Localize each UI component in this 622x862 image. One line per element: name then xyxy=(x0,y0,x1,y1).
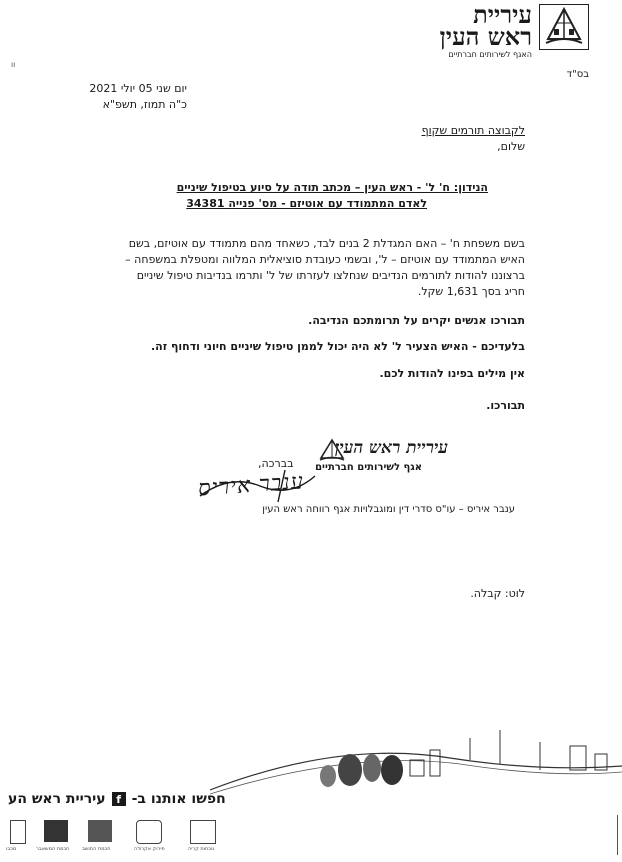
cityscape-illustration xyxy=(210,720,622,800)
footer-org-name: עיריית ראש הע xyxy=(8,791,106,807)
footer-icon-5[interactable] xyxy=(10,820,26,844)
footer-icon-label-4: חכמת המשאבר xyxy=(36,846,70,852)
footer-icon-label-3: חכמת התושב xyxy=(82,846,111,852)
attachment-note: לוט: קבלה. xyxy=(470,587,525,600)
subject-line-1: הנידון: ח' ל' - ראש העין – מכתב תודה על סיוע בטיפול שיניים xyxy=(176,181,488,194)
stamp-emblem-icon xyxy=(318,438,346,462)
org-title-line2: ראש העין xyxy=(439,22,532,51)
scan-edge-mark xyxy=(617,815,618,855)
without-you-line: בלעדיכם - האיש הצעיר ל' לא היה יכול לממן טיפול שיניים חיוני ודחוף זה. xyxy=(150,340,525,353)
department-label: האגף לשירותים חברתיים xyxy=(448,50,532,59)
city-emblem-icon xyxy=(540,5,588,49)
page-marker: וו xyxy=(11,60,16,69)
body-line-2: האיש המתמודד עם אוטיזם – ל', ובשמי כעובדת סוציאלית המלווה ומטפלת במשפחה – xyxy=(125,253,525,266)
footer-icon-4[interactable] xyxy=(44,820,68,842)
signature-stroke xyxy=(190,466,320,506)
subject-line-2: לאדם המתמודד עם אוטיזם - מס' פנייה 34381 xyxy=(186,197,427,210)
footer-icon-label-2: פירוק אקרודה xyxy=(134,846,165,852)
stamp-line-2: אגף לשירותים חברתיים xyxy=(315,462,422,473)
org-title-line1: עיריית xyxy=(473,0,532,29)
body-line-4: חריג בסך 1,631 שקל. xyxy=(417,285,525,298)
closing-bless: תבורכו. xyxy=(486,399,525,412)
recipient: לקבוצה תורמים שקוף xyxy=(421,124,525,137)
body-line-1: בשם משפחת ח' – האם המגדלת 2 בנים לבד, כשאחד מהם מתמודד עם אוטיזם, בשם xyxy=(128,237,525,250)
footer-icon-row xyxy=(10,820,130,860)
municipality-logo xyxy=(539,4,589,50)
footer-follow-text: חפשו אותנו ב- xyxy=(131,791,226,807)
signer-line: ענבר איריס – עו"ס סדרי דין ומוגבלויות אגף רווחה ראש העין xyxy=(262,504,515,515)
greeting: שלום, xyxy=(497,140,525,153)
letter-hebrew-date: כ"ה תמוז, תשפ"א xyxy=(102,98,187,111)
no-words-line: אין מילים בפינו להודות לכם. xyxy=(379,367,525,380)
footer-social-bar xyxy=(8,787,268,811)
facebook-icon[interactable]: f xyxy=(112,792,126,806)
footer-icon-2[interactable] xyxy=(136,820,162,844)
regards-text: בברכה, xyxy=(258,457,294,470)
bless-line: תבורכו אנשים יקרים על תרומתכם הנדיבה. xyxy=(308,314,525,327)
handwritten-signature: ענבר איריס xyxy=(197,469,305,502)
stamp-line-1: עיריית ראש העין xyxy=(334,438,448,458)
footer-icon-3[interactable] xyxy=(88,820,112,842)
blessing-mark: בס"ד xyxy=(566,69,589,80)
footer-icon-1[interactable] xyxy=(190,820,216,844)
footer-icon-label-1: נוכחות קריה xyxy=(188,846,215,852)
letter-date: יום שני 05 יולי 2021 xyxy=(89,82,187,95)
body-line-3: ברצוננו להודות לתורמים הנדיבים שנחלצו לעזרתו של ל' ותרמו בנדיבות טיפול שיניים xyxy=(136,269,525,282)
footer-icon-label-5: מכבו xyxy=(6,846,17,852)
